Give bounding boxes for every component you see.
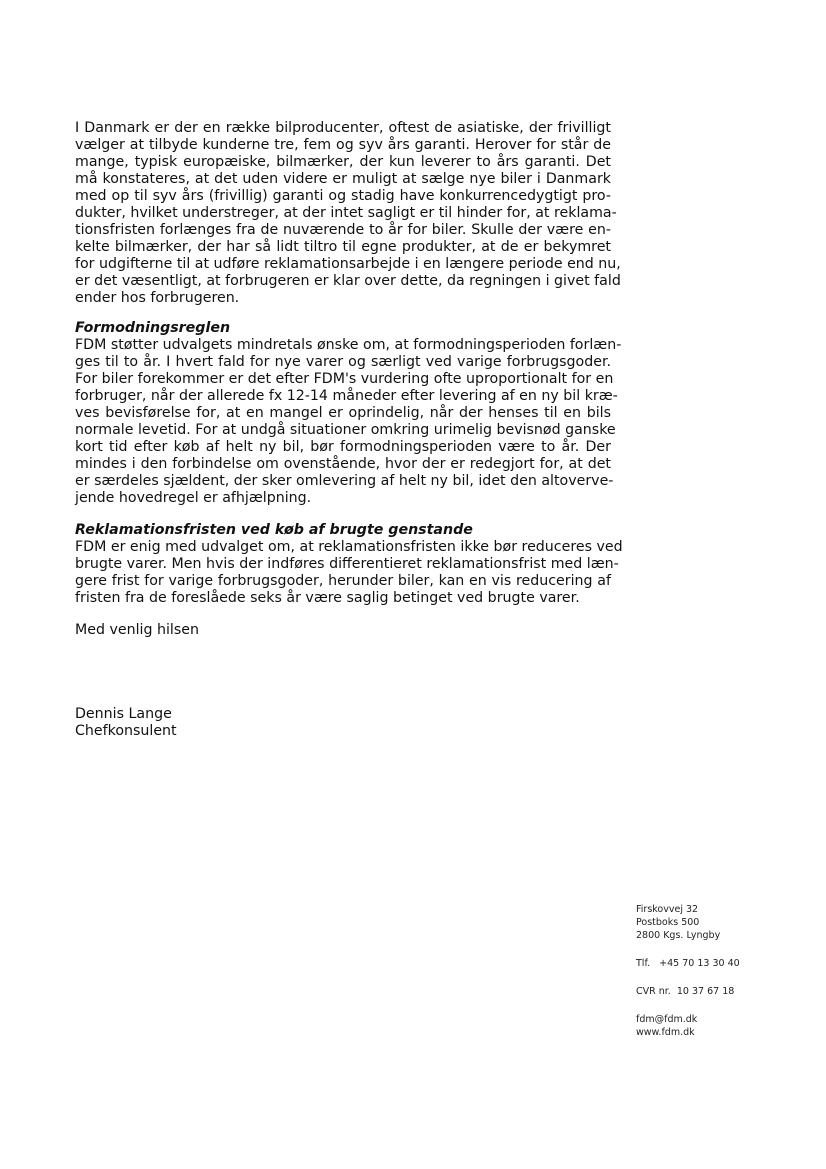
signatory-name: Dennis Lange — [75, 706, 172, 722]
contact-cvr: CVR nr. 10 37 67 18 — [636, 986, 735, 997]
section-2-line: ges til to år. I hvert fald for nye varer og særligt ved varige forbrugsgoder. — [75, 354, 611, 370]
section-2-line: forbruger, når der allerede fx 12-14 måneder efter levering af en ny bil kræ- — [75, 388, 618, 404]
section-3-line: fristen fra de foreslåede seks år være saglig betinget ved brugte varer. — [75, 590, 580, 606]
contact-website[interactable]: www.fdm.dk — [636, 1027, 695, 1038]
section-2-line: jende hovedregel er afhjælpning. — [75, 490, 312, 506]
section-2-line: For biler forekommer er det efter FDM's vurdering ofte uproportionalt for en — [75, 371, 614, 387]
section-3-line: gere frist for varige forbrugsgoder, herunder biler, kan en vis reducering af — [75, 573, 611, 589]
section-3-line: brugte varer. Men hvis der indføres differentieret reklamationsfrist med læn- — [75, 556, 619, 572]
section-2-line: er særdeles sjældent, der sker omlevering af helt ny bil, idet den altoverve- — [75, 473, 614, 489]
paragraph-1-line: ender hos forbrugeren. — [75, 290, 240, 306]
paragraph-1-line: med op til syv års (frivillig) garanti og stadig have konkurrencedygtigt pro- — [75, 188, 611, 204]
paragraph-1-line: mange, typisk europæiske, bilmærker, der kun leverer to års garanti. Det — [75, 154, 611, 170]
section-3-line: FDM er enig med udvalget om, at reklamationsfristen ikke bør reduceres ved — [75, 539, 623, 555]
contact-street: Firskovvej 32 — [636, 904, 699, 915]
signatory-title: Chefkonsulent — [75, 723, 177, 739]
section-2-line: kort tid efter køb af helt ny bil, bør formodningsperioden være to år. Der — [75, 439, 611, 455]
section-2-line: FDM støtter udvalgets mindretals ønske om, at formodningsperioden forlæn- — [75, 337, 622, 353]
section-heading: Reklamationsfristen ved køb af brugte genstande — [75, 522, 473, 538]
section-2-line: normale levetid. For at undgå situationer omkring urimelig bevisnød ganske — [75, 422, 616, 438]
paragraph-1-line: dukter, hvilket understreger, at der intet sagligt er til hinder for, at reklama- — [75, 205, 617, 221]
contact-city: 2800 Kgs. Lyngby — [636, 930, 721, 941]
paragraph-1-line: kelte bilmærker, der har så lidt tiltro til egne produkter, at de er bekymret — [75, 239, 611, 255]
contact-pobox: Postboks 500 — [636, 917, 700, 928]
paragraph-1-line: er det væsentligt, at forbrugeren er klar over dette, da regningen i givet fald — [75, 273, 621, 289]
closing-greeting: Med venlig hilsen — [75, 622, 199, 638]
paragraph-1-line: for udgifterne til at udføre reklamationsarbejde i en længere periode end nu, — [75, 256, 621, 272]
paragraph-1-line: tionsfristen forlænges fra de nuværende to år for biler. Skulle der være en- — [75, 222, 611, 238]
paragraph-1-line: må konstateres, at det uden videre er muligt at sælge nye biler i Danmark — [75, 171, 611, 187]
section-heading: Formodningsreglen — [75, 320, 231, 336]
paragraph-1-line: vælger at tilbyde kunderne tre, fem og syv års garanti. Herover for står de — [75, 137, 611, 153]
contact-email[interactable]: fdm@fdm.dk — [636, 1014, 698, 1025]
contact-phone: Tlf. +45 70 13 30 40 — [636, 958, 740, 969]
section-2-line: mindes i den forbindelse om ovenstående, hvor der er redegjort for, at det — [75, 456, 611, 472]
section-2-line: ves bevisførelse for, at en mangel er oprindelig, når der henses til en bils — [75, 405, 611, 421]
paragraph-1-line: I Danmark er der en række bilproducenter, oftest de asiatiske, der frivilligt — [75, 120, 611, 136]
